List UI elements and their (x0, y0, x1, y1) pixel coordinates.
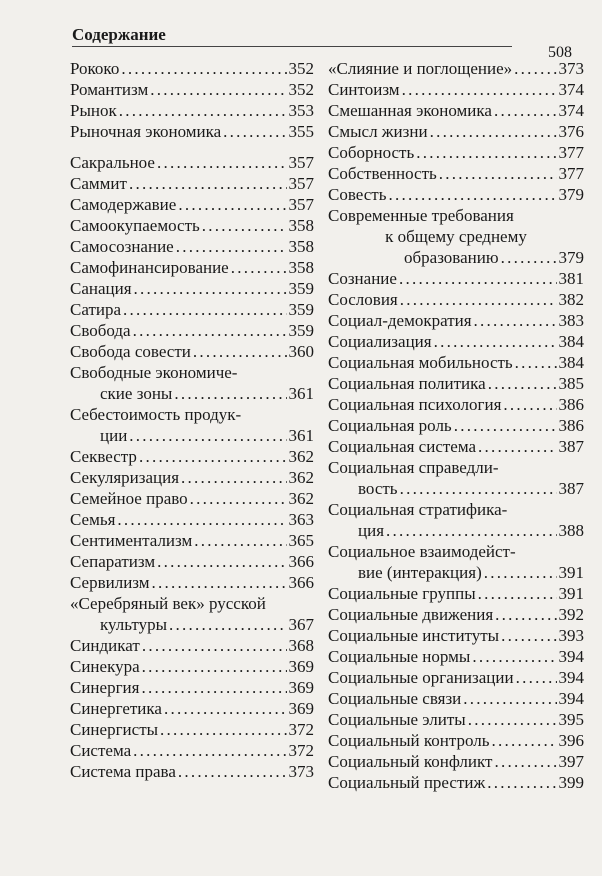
dot-leader (501, 625, 556, 646)
toc-entry (328, 730, 584, 751)
toc-term: Смешанная экономика (328, 101, 492, 120)
toc-entry (328, 583, 584, 604)
toc-page-number: 391 (558, 584, 584, 603)
toc-term: Социальная мобильность (328, 353, 513, 372)
toc-page-number: 379 (558, 185, 584, 204)
dot-leader (176, 236, 287, 257)
toc-page-number: 359 (288, 321, 314, 340)
toc-entry (328, 415, 584, 436)
toc-entry (328, 373, 584, 394)
toc-page-number: 359 (288, 300, 314, 319)
dot-leader (488, 373, 557, 394)
dot-leader (402, 79, 557, 100)
toc-page-number: 373 (558, 59, 584, 78)
toc-term: Синекура (70, 657, 140, 676)
toc-page-number: 358 (288, 237, 314, 256)
toc-term: Социальный престиж (328, 773, 486, 792)
toc-term: «Серебряный век» русской (70, 594, 266, 613)
toc-term: Синергия (70, 678, 140, 697)
toc-term: Социальные группы (328, 584, 476, 603)
dot-leader (169, 614, 287, 635)
dot-leader (388, 184, 556, 205)
toc-term: Себестоимость продук- (70, 405, 242, 424)
toc-term: Синтоизм (328, 80, 400, 99)
toc-term: Социальная справедли- (328, 458, 499, 477)
toc-page-number: 369 (288, 657, 314, 676)
toc-entry (70, 719, 314, 740)
toc-term: Социальные элиты (328, 710, 466, 729)
dot-leader (399, 268, 557, 289)
toc-term: Семейное право (70, 489, 188, 508)
toc-term: Сервилизм (70, 573, 150, 592)
toc-entry (70, 572, 314, 593)
toc-entry (328, 289, 584, 310)
toc-term: Социал-демократия (328, 311, 472, 330)
dot-leader (463, 688, 556, 709)
toc-entry (70, 446, 314, 467)
toc-entry (328, 79, 584, 100)
dot-leader (478, 583, 557, 604)
toc-term: Санация (70, 279, 132, 298)
dot-leader (121, 58, 286, 79)
toc-term: Сатира (70, 300, 122, 319)
toc-page-number: 374 (558, 101, 584, 120)
toc-entry-row (70, 614, 314, 635)
dot-leader (202, 215, 287, 236)
toc-term: Современные требования (328, 206, 514, 225)
toc-term: Сакральное (70, 153, 155, 172)
toc-term: Секвестр (70, 447, 137, 466)
dot-leader (129, 425, 286, 446)
toc-page-number: 388 (558, 521, 584, 540)
dot-leader (487, 772, 556, 793)
toc-term-continuation: образованию (404, 248, 499, 267)
toc-page-number: 376 (558, 122, 584, 141)
toc-entry (328, 625, 584, 646)
toc-page-number: 377 (558, 164, 584, 183)
toc-entry (328, 457, 584, 499)
toc-entry (328, 772, 584, 793)
toc-entry-row (328, 562, 584, 583)
dot-leader (478, 436, 556, 457)
dot-leader (516, 667, 557, 688)
toc-page-number: 367 (288, 615, 314, 634)
dot-leader (157, 152, 287, 173)
toc-entry (328, 688, 584, 709)
dot-leader (454, 415, 557, 436)
toc-page-number: 362 (288, 447, 314, 466)
toc-entry (328, 121, 584, 142)
dot-leader (484, 562, 557, 583)
toc-page-number: 369 (288, 699, 314, 718)
toc-term: Сепаратизм (70, 552, 156, 571)
toc-term-continuation: культуры (100, 615, 167, 634)
dot-leader (139, 446, 287, 467)
toc-entry (70, 551, 314, 572)
dot-leader (472, 646, 556, 667)
dot-leader (231, 257, 287, 278)
toc-entry (70, 740, 314, 761)
toc-term: «Слияние и поглощение» (328, 59, 513, 78)
toc-page-number: 373 (288, 762, 314, 781)
dot-leader (474, 310, 557, 331)
toc-term: Социальный контроль (328, 731, 490, 750)
toc-entry (328, 100, 584, 121)
toc-page-number: 363 (288, 510, 314, 529)
toc-term: Социальные движения (328, 605, 494, 624)
toc-page-number: 361 (288, 426, 314, 445)
toc-entry (70, 299, 314, 320)
toc-entry (328, 268, 584, 289)
toc-page-number: 372 (288, 741, 314, 760)
dot-leader (223, 121, 286, 142)
dot-leader (133, 320, 287, 341)
toc-page-number: 357 (288, 195, 314, 214)
toc-entry (328, 163, 584, 184)
toc-entry (70, 79, 314, 100)
toc-page-number: 369 (288, 678, 314, 697)
toc-page-number: 359 (288, 279, 314, 298)
toc-term: Соборность (328, 143, 415, 162)
dot-leader (181, 467, 286, 488)
toc-term: Синергетика (70, 699, 162, 718)
toc-entry (70, 509, 314, 530)
toc-entry (70, 698, 314, 719)
toc-term: Саммит (70, 174, 127, 193)
toc-term: Социальная стратифика- (328, 500, 508, 519)
toc-page-number: 394 (558, 647, 584, 666)
toc-page-number: 357 (288, 153, 314, 172)
toc-entry (70, 404, 314, 446)
toc-page-number: 362 (288, 468, 314, 487)
dot-leader (160, 719, 286, 740)
toc-entry (328, 646, 584, 667)
toc-term-continuation: ции (100, 426, 128, 445)
toc-entry (70, 530, 314, 551)
toc-term: Социальные институты (328, 626, 500, 645)
toc-term: Социальная система (328, 437, 477, 456)
toc-page-number: 357 (288, 174, 314, 193)
toc-page-number: 394 (558, 668, 584, 687)
toc-term: Система (70, 741, 132, 760)
toc-term: Социальная политика (328, 374, 486, 393)
toc-term: Сентиментализм (70, 531, 193, 550)
toc-page-number: 360 (288, 342, 314, 361)
toc-term: Социальный конфликт (328, 752, 493, 771)
dot-leader (386, 520, 556, 541)
toc-page-number: 384 (558, 332, 584, 351)
toc-term-continuation: ские зоны (100, 384, 173, 403)
toc-page-number: 392 (558, 605, 584, 624)
dot-leader (152, 572, 287, 593)
toc-entry (328, 436, 584, 457)
toc-term: Сословия (328, 290, 398, 309)
dot-leader (503, 394, 556, 415)
dot-leader (190, 488, 287, 509)
toc-page-number: 386 (558, 395, 584, 414)
toc-term: Секуляризация (70, 468, 180, 487)
toc-page-number: 385 (558, 374, 584, 393)
toc-term-continuation: ция (358, 521, 385, 540)
toc-entry (70, 236, 314, 257)
toc-term: Сознание (328, 269, 397, 288)
toc-page-number: 382 (558, 290, 584, 309)
toc-page-number: 361 (288, 384, 314, 403)
dot-leader (430, 121, 557, 142)
toc-term: Рынок (70, 101, 117, 120)
toc-entry (70, 320, 314, 341)
toc-entry (70, 635, 314, 656)
toc-entry (70, 58, 314, 79)
toc-term: Свободные экономиче- (70, 363, 238, 382)
toc-entry (70, 656, 314, 677)
toc-page-number: 379 (558, 248, 584, 267)
toc-page-number: 366 (288, 573, 314, 592)
toc-entry-row (70, 383, 314, 404)
toc-entry (70, 257, 314, 278)
dot-leader (134, 278, 287, 299)
toc-entry (328, 331, 584, 352)
dot-leader (501, 247, 557, 268)
toc-entry (70, 278, 314, 299)
dot-leader (142, 656, 287, 677)
toc-column-right (328, 58, 584, 793)
dot-leader (178, 194, 286, 215)
toc-entry (328, 394, 584, 415)
dot-leader (117, 509, 286, 530)
toc-entry (328, 499, 584, 541)
toc-page-number: 358 (288, 216, 314, 235)
toc-term-continuation: вость (358, 479, 398, 498)
dot-leader (468, 709, 557, 730)
toc-page-number: 399 (558, 773, 584, 792)
toc-term: Социализация (328, 332, 432, 351)
toc-entry (328, 58, 584, 79)
dot-leader (150, 79, 286, 100)
toc-entry-row (328, 520, 584, 541)
toc-page-number: 358 (288, 258, 314, 277)
toc-term: Система права (70, 762, 176, 781)
dot-leader (439, 163, 557, 184)
toc-term: Самодержавие (70, 195, 177, 214)
section-title: Содержание (72, 25, 166, 44)
dot-leader (164, 698, 287, 719)
dot-leader (495, 604, 556, 625)
toc-page-number: 362 (288, 489, 314, 508)
toc-term: Свобода совести (70, 342, 191, 361)
toc-entry (328, 352, 584, 373)
toc-entry (328, 541, 584, 583)
toc-page-number: 352 (288, 59, 314, 78)
toc-term: Романтизм (70, 80, 149, 99)
toc-term: Смысл жизни (328, 122, 428, 141)
toc-entry (70, 761, 314, 782)
toc-page-number: 368 (288, 636, 314, 655)
toc-page-number: 377 (558, 143, 584, 162)
toc-entry (70, 341, 314, 362)
toc-entry (328, 310, 584, 331)
toc-term: Свобода (70, 321, 131, 340)
toc-page-number: 397 (558, 752, 584, 771)
toc-term: Синергисты (70, 720, 159, 739)
dot-leader (514, 58, 556, 79)
toc-page-number: 352 (288, 80, 314, 99)
toc-page-number: 395 (558, 710, 584, 729)
toc-page-number: 366 (288, 552, 314, 571)
dot-leader (494, 100, 557, 121)
toc-page-number: 355 (288, 122, 314, 141)
toc-column-left (70, 58, 314, 782)
toc-page-number: 372 (288, 720, 314, 739)
toc-entry (70, 362, 314, 404)
toc-term: Самоокупаемость (70, 216, 200, 235)
toc-entry (70, 467, 314, 488)
toc-page-number: 365 (288, 531, 314, 550)
toc-term: Совесть (328, 185, 387, 204)
dot-leader (434, 331, 557, 352)
dot-leader (178, 761, 287, 782)
dot-leader (494, 751, 556, 772)
dot-leader (174, 383, 286, 404)
toc-entry (70, 100, 314, 121)
toc-page-number: 396 (558, 731, 584, 750)
toc-term: Собственность (328, 164, 437, 183)
toc-page-number: 353 (288, 101, 314, 120)
toc-term: Социальная психология (328, 395, 502, 414)
toc-term: Социальное взаимодейст- (328, 542, 516, 561)
dot-leader (119, 100, 287, 121)
dot-leader (491, 730, 556, 751)
toc-entry (328, 604, 584, 625)
dot-leader (157, 551, 286, 572)
toc-term: Семья (70, 510, 116, 529)
toc-page-number: 374 (558, 80, 584, 99)
toc-page-number: 386 (558, 416, 584, 435)
toc-entry (70, 215, 314, 236)
dot-leader (129, 173, 287, 194)
toc-entry (70, 488, 314, 509)
toc-term: Самофинансирование (70, 258, 229, 277)
toc-term-continuation: вие (интеракция) (358, 563, 482, 582)
toc-entry (328, 709, 584, 730)
dot-leader (133, 740, 286, 761)
dot-leader (123, 299, 286, 320)
toc-page-number: 394 (558, 689, 584, 708)
toc-term: Рококо (70, 59, 120, 78)
toc-entry (328, 184, 584, 205)
header-rule (72, 46, 512, 47)
toc-page-number: 387 (558, 437, 584, 456)
toc-entry (70, 593, 314, 635)
page-header (72, 22, 572, 62)
toc-page-number: 391 (558, 563, 584, 582)
section-gap (70, 142, 314, 152)
toc-entry-row (328, 247, 584, 268)
toc-page-number: 393 (558, 626, 584, 645)
toc-term: Социальные нормы (328, 647, 471, 666)
dot-leader (141, 677, 286, 698)
toc-entry (70, 173, 314, 194)
toc-page-number: 384 (558, 353, 584, 372)
dot-leader (515, 352, 557, 373)
toc-entry-row (328, 478, 584, 499)
dot-leader (416, 142, 556, 163)
toc-entry (328, 751, 584, 772)
toc-term: Синдикат (70, 636, 140, 655)
toc-entry (70, 194, 314, 215)
toc-term: Социальные организации (328, 668, 514, 687)
toc-term: Самосознание (70, 237, 174, 256)
page-number: 508 (548, 44, 572, 61)
toc-entry (70, 152, 314, 173)
toc-term-continuation: к общему среднему (385, 227, 527, 246)
dot-leader (400, 478, 557, 499)
toc-page-number: 383 (558, 311, 584, 330)
toc-term: Социальная роль (328, 416, 452, 435)
dot-leader (193, 341, 287, 362)
toc-entry-row (70, 425, 314, 446)
dot-leader (194, 530, 286, 551)
toc-entry (70, 677, 314, 698)
toc-entry (328, 142, 584, 163)
toc-entry (328, 205, 584, 268)
toc-page-number: 381 (558, 269, 584, 288)
toc-entry (328, 667, 584, 688)
dot-leader (142, 635, 287, 656)
toc-term: Социальные связи (328, 689, 462, 708)
toc-page-number: 387 (558, 479, 584, 498)
toc-entry (70, 121, 314, 142)
dot-leader (400, 289, 557, 310)
toc-term: Рыночная экономика (70, 122, 222, 141)
